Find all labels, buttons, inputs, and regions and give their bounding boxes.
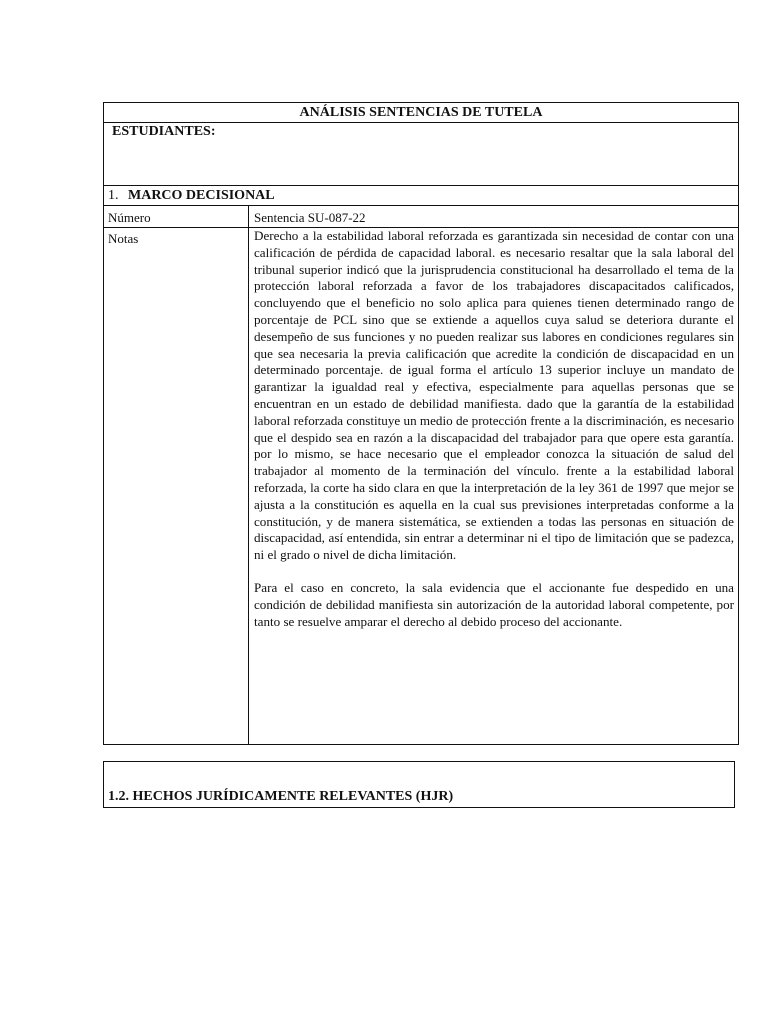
numero-label: Número (108, 210, 151, 225)
hjr-section-box (103, 761, 735, 808)
section-number: 1. (108, 188, 119, 203)
notas-row (104, 228, 738, 744)
notas-paragraph: Para el caso en concreto, la sala evidencia que el accionante fue despedido en una condición de debilidad manifiesta sin autorización de la autoridad laboral competente, por tanto se resuelve amparar el derecho al debido proceso del accionante. (254, 579, 734, 629)
section-marco-decisional-row (104, 186, 738, 206)
table-title-row (104, 103, 738, 123)
column-divider (248, 206, 249, 744)
document-title: ANÁLISIS SENTENCIAS DE TUTELA (299, 105, 543, 120)
numero-value: Sentencia SU-087-22 (254, 210, 366, 225)
analysis-table (103, 102, 739, 745)
notas-content (254, 228, 734, 646)
hjr-section-title: 1.2. HECHOS JURÍDICAMENTE RELEVANTES (HJR) (108, 789, 454, 804)
section-title: MARCO DECISIONAL (128, 188, 275, 203)
notas-label: Notas (108, 231, 139, 246)
students-row (104, 123, 738, 186)
students-label: ESTUDIANTES: (112, 124, 216, 139)
notas-paragraph: Derecho a la estabilidad laboral reforzada es garantizada sin necesidad de contar con una calificación de pérdida de capacidad laboral. es necesario resaltar que la sala laboral del tribunal superior indicó que la jurisprudencia constitucional ha desarrollado el tema de la protección laboral reforzada a favor de los trabajadores discapacitados calificados, concluyendo que el beneficio no solo aplica para quienes tienen determinado rango de porcentaje de PCL sino que se extiende a aquellos cuya salud se deteriora durante el desempeño de sus funciones y no pueden realizar sus labores en condiciones regulares sin que sea necesaria la previa calificación que acredite la condición de discapacidad en un determinado porcentaje. de igual forma el artículo 13 superior incluye un mandato de garantizar la igualdad real y efectiva, especialmente para aquellas personas que se encuentran en un estado de debilidad manifiesta. dado que la garantía de la estabilidad laboral reforzada constituye un medio de protección frente a la discriminación, es necesario que el despido sea en razón a la discapacidad del trabajador para que opere esta garantía. por lo mismo, se hace necesario que el empleador conozca la situación de salud del trabajador al momento de la terminación del vínculo. frente a la estabilidad laboral reforzada, la corte ha sido clara en que la interpretación de la ley 361 de 1997 que mejor se ajusta a la constitución es aquella en la cual sus previsiones interpretadas conforme a la constitución, y de manera sistemática, se extienden a todas las personas en situación de discapacidad, así entendida, sin entrar a determinar ni el tipo de limitación que se padezca, ni el grado o nivel de dicha limitación. (254, 228, 734, 563)
numero-row (104, 206, 738, 228)
